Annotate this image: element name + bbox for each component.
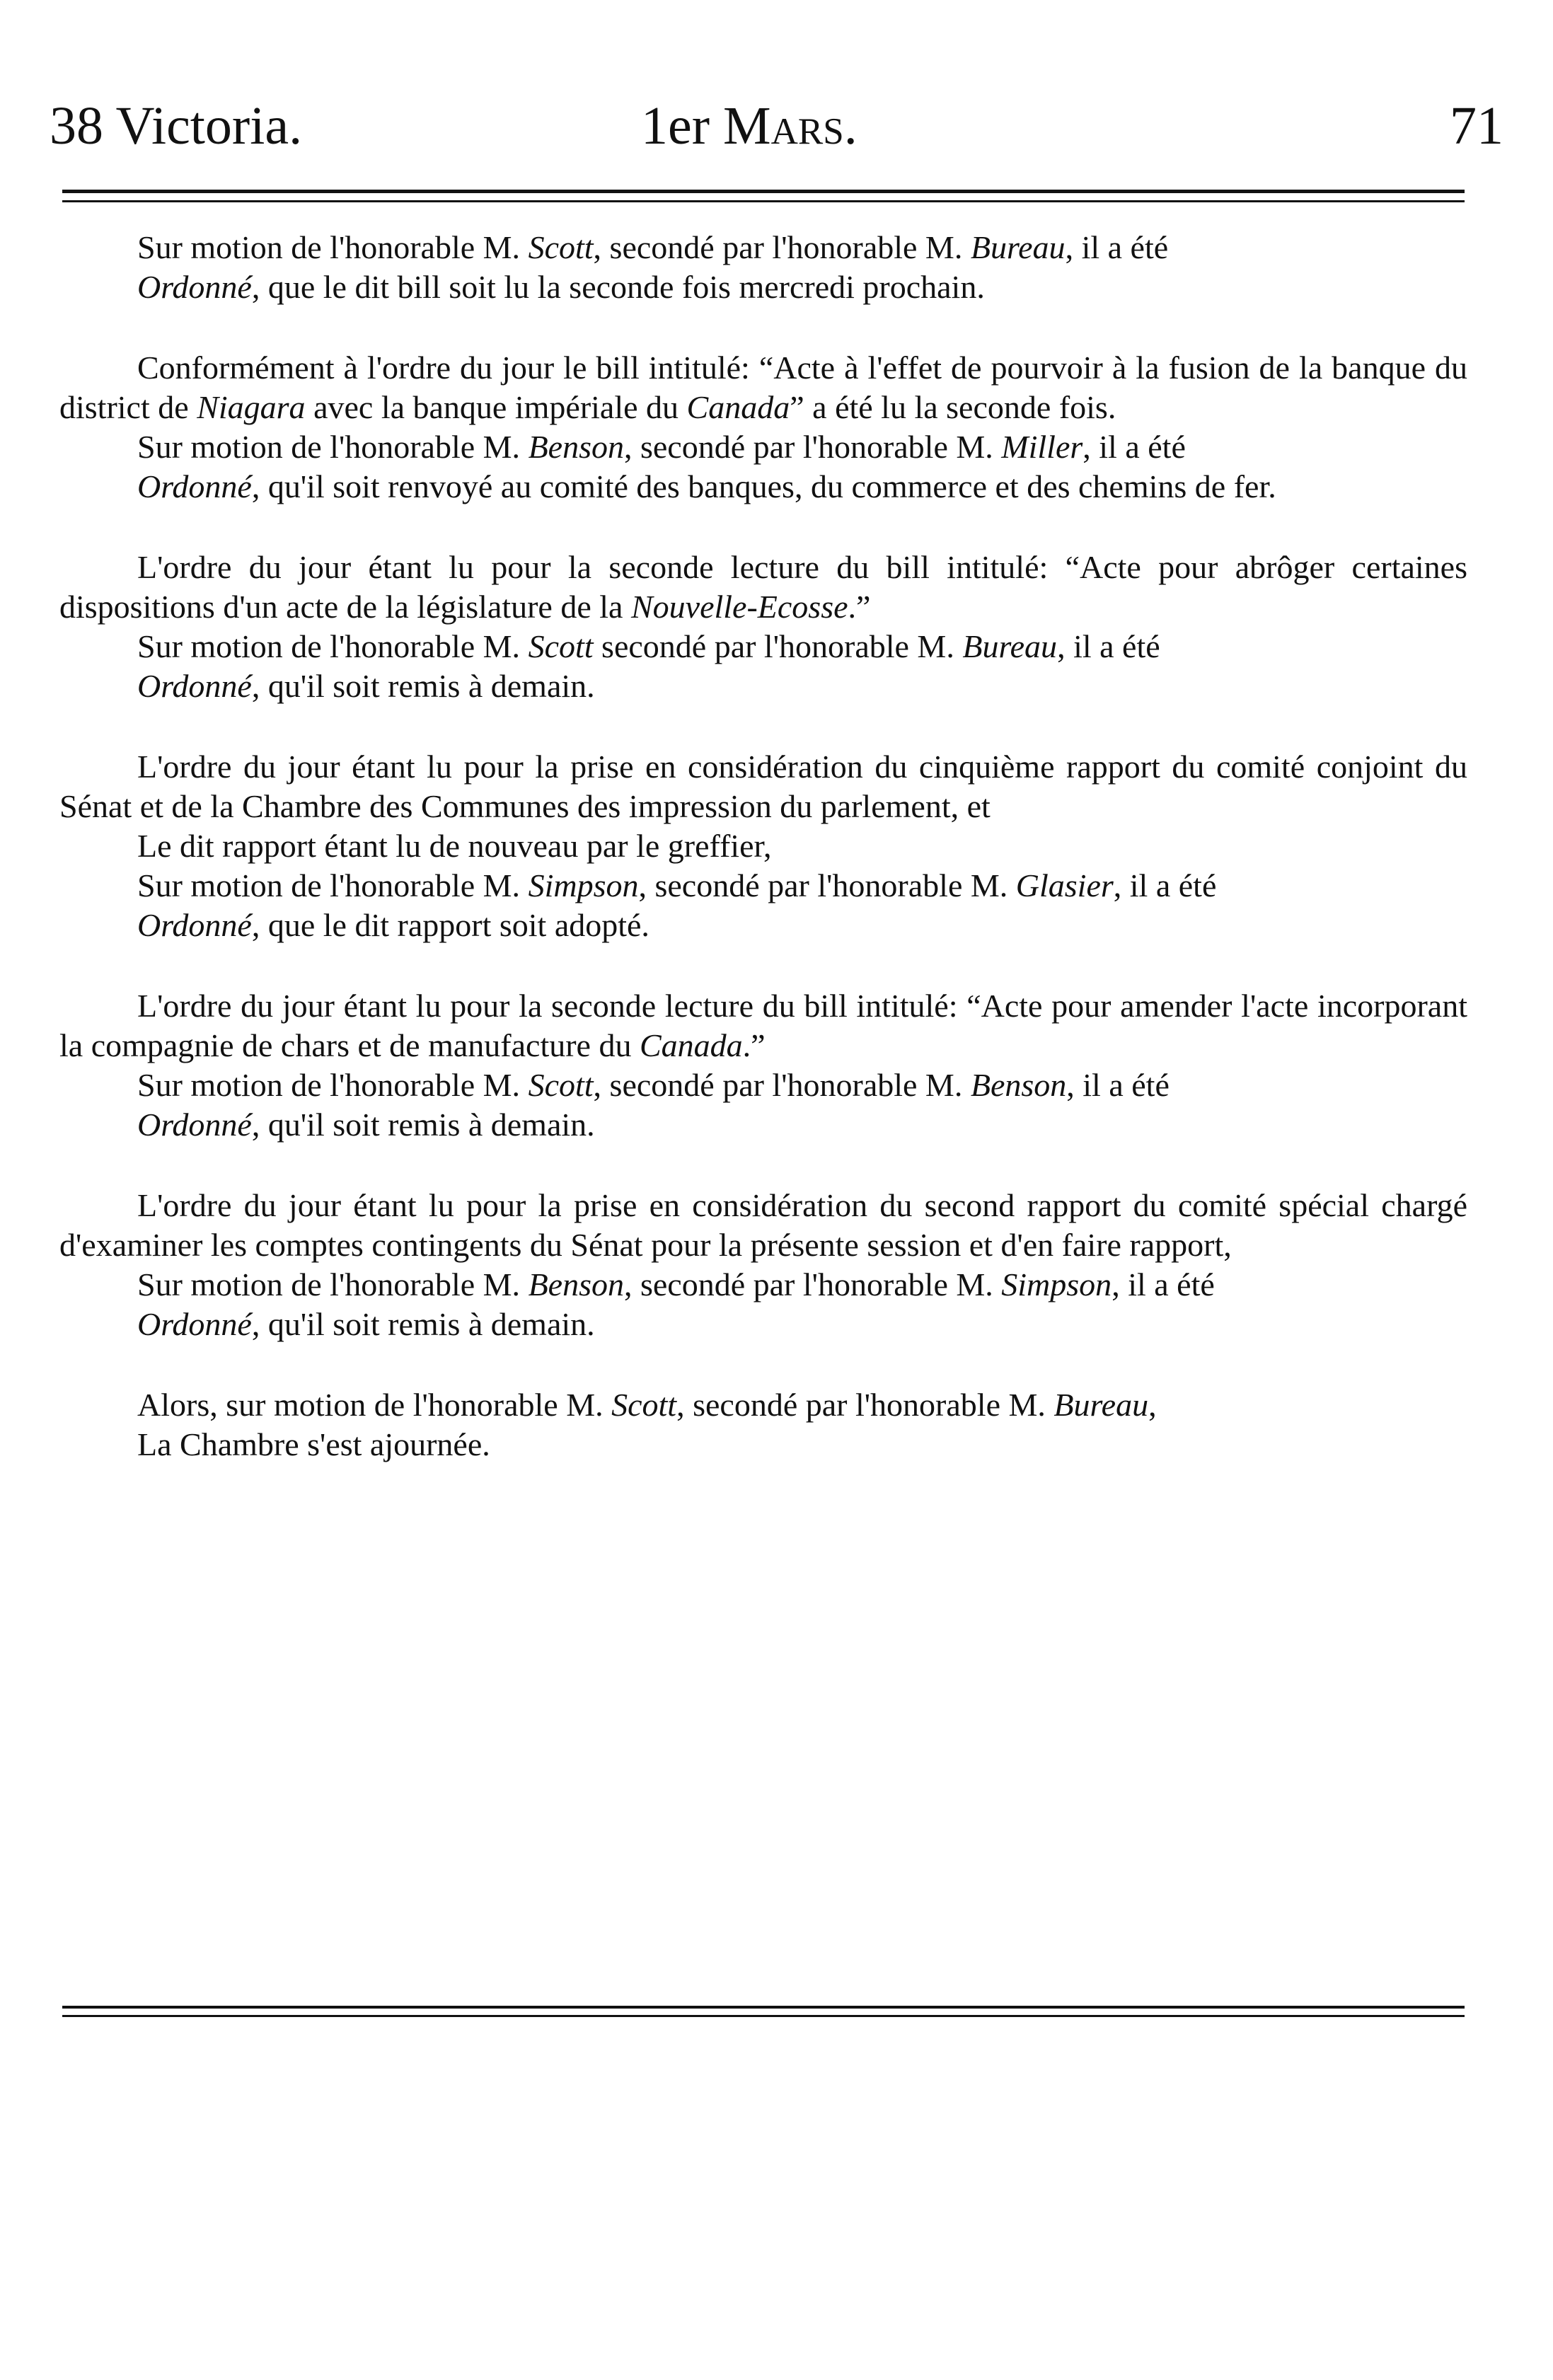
member-name: Scott (611, 1387, 677, 1423)
member-name: Benson (528, 1266, 624, 1302)
order-line: Ordonné, qu'il soit renvoyé au comité des banques, du commerce et des chemins de fer. (137, 468, 1276, 504)
header-rule (62, 190, 1465, 193)
entry-4 (59, 747, 1467, 945)
order-line: Ordonné, qu'il soit remis à demain. (137, 1306, 595, 1342)
member-name: Bureau (962, 628, 1058, 664)
member-name: Simpson (528, 867, 639, 903)
page-number: 71 (1450, 96, 1503, 156)
motion-line: Sur motion de l'honorable M. Benson, secondé par l'honorable M. Miller, il a été (137, 429, 1186, 465)
order-of-day: L'ordre du jour étant lu pour la seconde lecture du bill intitulé: “Acte pour abrôger certaines dispositions d'un acte de la législature de la Nouvelle-Ecosse.” (59, 549, 1467, 625)
place-name: Niagara (197, 389, 306, 425)
ordonne-label: Ordonné (137, 468, 252, 504)
motion-line: Sur motion de l'honorable M. Simpson, secondé par l'honorable M. Glasier, il a été (137, 867, 1217, 903)
entry-3 (59, 548, 1467, 706)
header-date-month: Mars. (723, 96, 858, 156)
footer-rule (62, 2006, 1465, 2009)
order-of-day: L'ordre du jour étant lu pour la prise en considération du second rapport du comité spécial chargé d'examiner les comptes contingents du Sénat pour la présente session et d'en faire rapport, (59, 1187, 1467, 1263)
member-name: Benson (970, 1067, 1067, 1103)
report-read-line: Le dit rapport étant lu de nouveau par le greffier, (137, 828, 772, 864)
order-line: Ordonné, que le dit bill soit lu la seconde fois mercredi prochain. (137, 269, 985, 305)
header-date (641, 96, 858, 157)
place-name: Canada (686, 389, 790, 425)
member-name: Simpson (1001, 1266, 1112, 1302)
journal-body (59, 228, 1467, 1506)
place-name: Canada (639, 1027, 743, 1063)
order-of-day: L'ordre du jour étant lu pour la seconde lecture du bill intitulé: “Acte pour amender l'acte incorporant la compagnie de chars et de manufacture du Canada.” (59, 988, 1467, 1063)
ordonne-label: Ordonné (137, 1107, 252, 1143)
entry-6 (59, 1186, 1467, 1344)
member-name: Scott (528, 229, 594, 265)
page-header (50, 96, 1503, 173)
order-of-day: Conformément à l'ordre du jour le bill intitulé: “Acte à l'effet de pourvoir à la fusion de la banque du district de Niagara avec la banque impériale du Canada” a été lu la seconde fois. (59, 350, 1467, 425)
ordonne-label: Ordonné (137, 907, 252, 943)
order-of-day: L'ordre du jour étant lu pour la prise en considération du cinquième rapport du comité conjoint du Sénat et de la Chambre des Communes des impression du parlement, et (59, 749, 1467, 824)
order-line: Ordonné, qu'il soit remis à demain. (137, 1107, 595, 1143)
motion-line: Sur motion de l'honorable M. Benson, secondé par l'honorable M. Simpson, il a été (137, 1266, 1215, 1302)
member-name: Bureau (970, 229, 1066, 265)
motion-line: Sur motion de l'honorable M. Scott secondé par l'honorable M. Bureau, il a été (137, 628, 1160, 664)
member-name: Bureau (1053, 1387, 1149, 1423)
header-volume: 38 Victoria. (50, 96, 303, 156)
member-name: Scott (528, 1067, 594, 1103)
order-line: Ordonné, que le dit rapport soit adopté. (137, 907, 650, 943)
member-name: Glasier (1015, 867, 1114, 903)
member-name: Benson (528, 429, 624, 465)
place-name: Nouvelle-Ecosse (630, 589, 848, 625)
ordonne-label: Ordonné (137, 1306, 252, 1342)
entry-7 (59, 1385, 1467, 1465)
member-name: Scott (528, 628, 594, 664)
adjournment-line: La Chambre s'est ajournée. (137, 1426, 490, 1462)
ordonne-label: Ordonné (137, 269, 252, 305)
footer-rule-thin (62, 2015, 1465, 2017)
ordonne-label: Ordonné (137, 668, 252, 704)
entry-2 (59, 348, 1467, 507)
order-line: Ordonné, qu'il soit remis à demain. (137, 668, 595, 704)
motion-line: Sur motion de l'honorable M. Scott, secondé par l'honorable M. Bureau, il a été (137, 229, 1169, 265)
motion-line: Sur motion de l'honorable M. Scott, secondé par l'honorable M. Benson, il a été (137, 1067, 1170, 1103)
adjournment-motion: Alors, sur motion de l'honorable M. Scott, secondé par l'honorable M. Bureau, (137, 1387, 1157, 1423)
header-rule-thin (62, 200, 1465, 202)
entry-1 (59, 228, 1467, 307)
header-date-day: 1er (641, 96, 724, 156)
member-name: Miller (1001, 429, 1083, 465)
entry-5 (59, 986, 1467, 1145)
